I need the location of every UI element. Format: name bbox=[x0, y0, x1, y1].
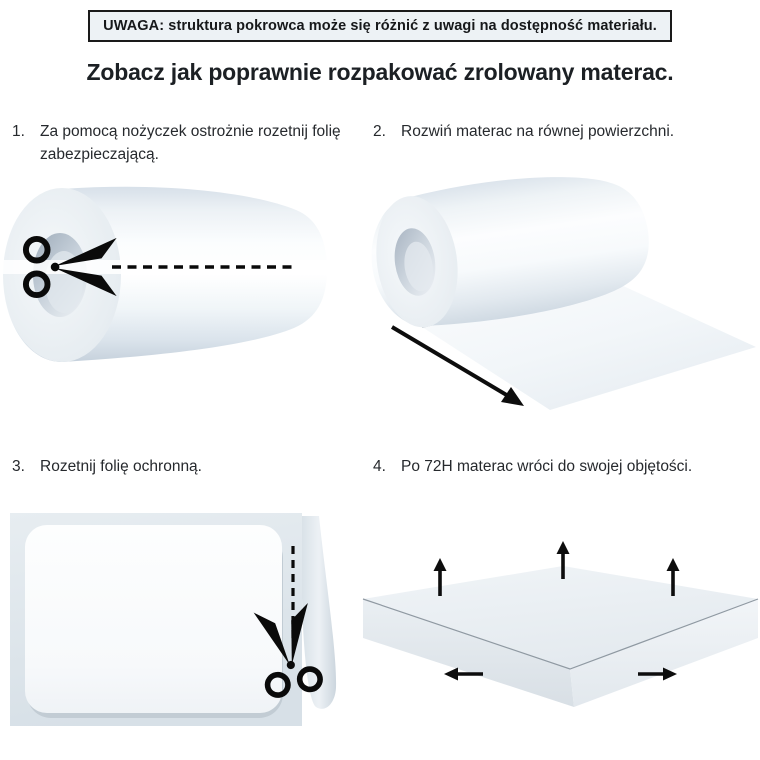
step-2-illustration bbox=[360, 173, 760, 445]
rolled-mattress bbox=[3, 187, 327, 362]
expanded-mattress bbox=[363, 566, 758, 707]
step-3-description: Rozetnij folię ochronną. bbox=[40, 458, 202, 475]
step-1-illustration bbox=[0, 173, 360, 445]
steps-grid bbox=[0, 115, 760, 752]
unpacking-instructions-page bbox=[0, 10, 760, 760]
step-3-illustration bbox=[0, 497, 360, 752]
step-1-description: Za pomocą nożyczek ostrożnie rozetnij folię zabezpieczającą. bbox=[40, 123, 341, 164]
step-3-number: 3. bbox=[12, 458, 25, 475]
step-4-number: 4. bbox=[373, 458, 386, 475]
page-title: Zobacz jak poprawnie rozpakować zrolowany materac. bbox=[86, 59, 674, 85]
step-3-label bbox=[0, 445, 360, 497]
step-1-label bbox=[0, 115, 360, 173]
step-4-description: Po 72H materac wróci do swojej objętości. bbox=[401, 458, 693, 475]
step-2-number: 2. bbox=[373, 123, 386, 140]
step-2-description: Rozwiń materac na równej powierzchni. bbox=[401, 123, 675, 140]
step-4-label bbox=[360, 445, 760, 497]
mattress-flat bbox=[25, 525, 283, 718]
step-1-number: 1. bbox=[12, 123, 25, 140]
step-4-illustration bbox=[360, 497, 760, 752]
notice-banner: UWAGA: struktura pokrowca może się różnić z uwagi na dostępność materiału. bbox=[88, 10, 672, 42]
